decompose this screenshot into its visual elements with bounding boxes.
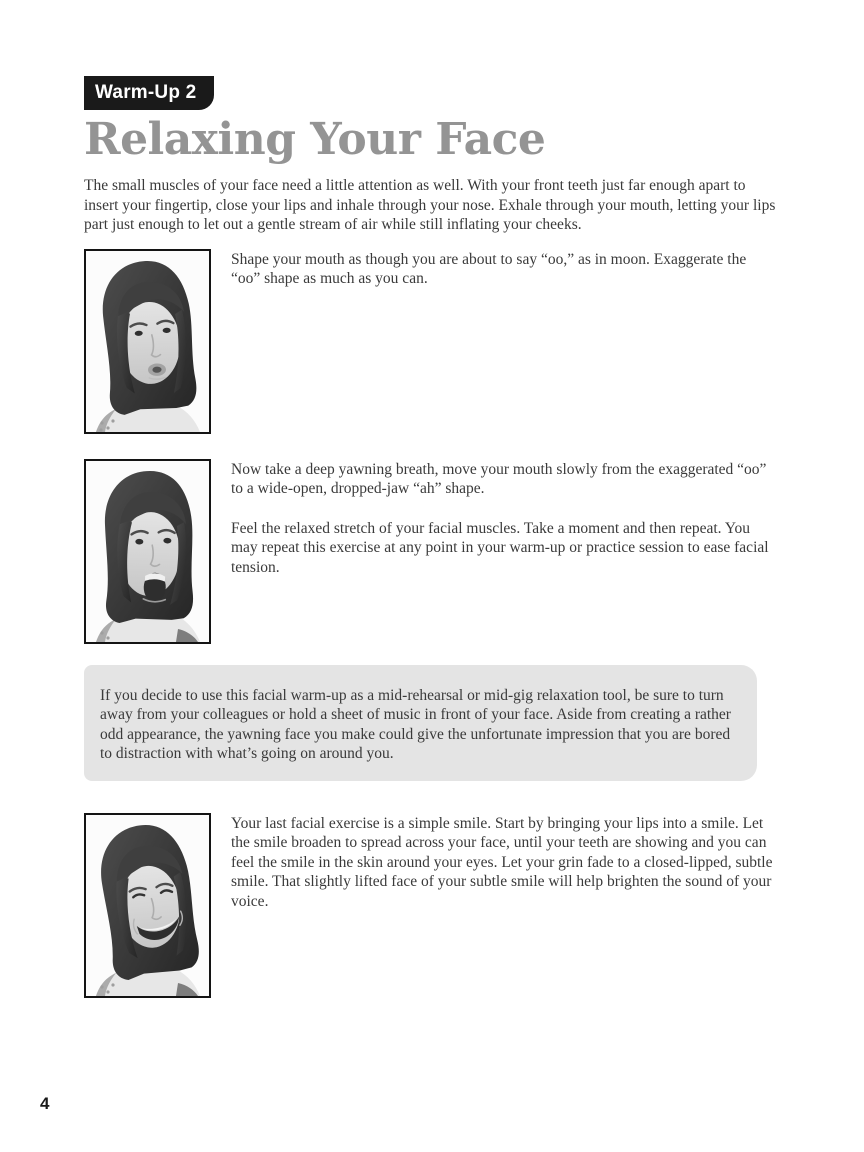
exercise-paragraph: Feel the relaxed stretch of your facial muscles. Take a moment and then repeat. You may repeat this exercise at any point in your warm-up or practice session to ease facial tension.: [231, 519, 769, 576]
callout-box: [84, 665, 757, 781]
woman-ah-open-mouth-photo: [84, 459, 211, 644]
oo-portrait-illustration: [86, 251, 209, 432]
page-title: Relaxing Your Face: [84, 114, 546, 165]
intro-paragraph: The small muscles of your face need a little attention as well. With your front teeth just far enough apart to insert your fingertip, close your lips and inhale through your nose. Exhale through your mouth, letting your lips part just enough to let out a gentle stream of air while still inflating your cheeks.: [84, 177, 776, 234]
woman-oo-mouth-photo: [84, 249, 211, 434]
callout-text: If you decide to use this facial warm-up as a mid-rehearsal or mid-gig relaxation tool, be sure to turn away from your colleagues or hold a sheet of music in front of your face. Aside from creating a rather odd appearance, the yawning face you make could give the unfortunate impression that you are bored to distraction with what’s going on around you.: [100, 686, 731, 763]
exercise-paragraph: Now take a deep yawning breath, move your mouth slowly from the exaggerated “oo” to a wide-open, dropped-jaw “ah” shape.: [231, 460, 767, 498]
smile-portrait-illustration: [86, 815, 209, 996]
exercise-text-ah: [231, 459, 779, 578]
warmup-tab-label: Warm-Up 2: [95, 82, 197, 103]
woman-smile-photo: [84, 813, 211, 998]
exercise-paragraph: Your last facial exercise is a simple smile. Start by bringing your lips into a smile. Let the smile broaden to spread across your face, until your teeth are showing and you can feel the smile in the skin around your eyes. Let your grin fade to a closed-lipped, subtle smile. That slightly lifted face of your subtle smile will help brighten the sound of your voice.: [231, 814, 773, 910]
exercise-row-oo: [84, 249, 864, 434]
page-number: 4: [40, 1094, 50, 1113]
exercise-row-ah: [84, 459, 864, 644]
warmup-tab: [84, 76, 214, 110]
exercise-row-smile: [84, 813, 864, 998]
exercise-text-oo: [231, 249, 779, 289]
ah-portrait-illustration: [86, 461, 209, 642]
exercise-paragraph: Shape your mouth as though you are about to say “oo,” as in moon. Exaggerate the “oo” shape as much as you can.: [231, 250, 747, 288]
exercise-text-smile: [231, 813, 779, 912]
